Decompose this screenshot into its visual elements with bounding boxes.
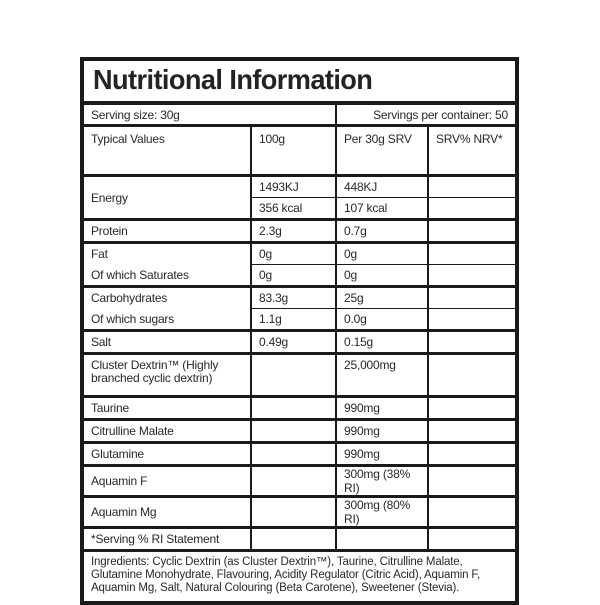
protein-group [84, 220, 515, 243]
label-header [84, 61, 515, 105]
cell-aquamin-f-nrv [428, 466, 515, 497]
cell-taurine-nrv [428, 397, 515, 420]
cell-energy-kcal-per100g: 356 kcal [251, 198, 336, 220]
column-header-group [84, 126, 515, 176]
row-label-sugars: Of which sugars [91, 311, 175, 326]
citrulline-malate-group [84, 420, 515, 443]
serving-size-text: Serving size: 30g [91, 107, 180, 122]
row-label-energy: Energy [91, 190, 128, 205]
cell-glutamine-nrv [428, 443, 515, 466]
column-header-typical-values: Typical Values [91, 132, 165, 146]
cell-aquamin-f-per30g: 300mg (38% RI) [336, 466, 428, 497]
cell-saturates-nrv [428, 265, 515, 287]
carbohydrates-group [84, 287, 515, 331]
cell-ri-statement-nrv [428, 528, 515, 550]
glutamine-group [84, 443, 515, 466]
cell-protein-nrv [428, 220, 515, 243]
cell-fat-per30g: 0g [336, 243, 428, 265]
row-saturates [84, 265, 515, 287]
cell-aquamin-f-per100g [251, 466, 336, 497]
row-salt [84, 331, 515, 354]
cell-carbohydrates-nrv [428, 287, 515, 309]
row-label-salt: Salt [91, 335, 111, 349]
cell-citrulline-malate-nrv [428, 420, 515, 443]
row-label-taurine: Taurine [91, 401, 129, 415]
row-cluster-dextrin [84, 354, 515, 397]
cell-saturates-per30g: 0g [336, 265, 428, 287]
ri-statement-group [84, 528, 515, 550]
cell-energy-kj-per100g: 1493KJ [251, 176, 336, 198]
cell-glutamine-per30g: 990mg [336, 443, 428, 466]
cell-sugars-per30g: 0.0g [336, 309, 428, 331]
cell-carbohydrates-per100g: 83.3g [251, 287, 336, 309]
cell-citrulline-malate-per30g: 990mg [336, 420, 428, 443]
page-title: Nutritional Information [93, 64, 373, 95]
aquamin-mg-group [84, 497, 515, 528]
cell-glutamine-per100g [251, 443, 336, 466]
cell-aquamin-mg-per30g: 300mg (80% RI) [336, 497, 428, 528]
row-citrulline-malate [84, 420, 515, 443]
cell-protein-per100g: 2.3g [251, 220, 336, 243]
serving-row [84, 105, 515, 126]
row-carbohydrates [84, 287, 515, 309]
nutrition-table [84, 105, 515, 549]
taurine-group [84, 397, 515, 420]
cell-sugars-per100g: 1.1g [251, 309, 336, 331]
row-label-ri-statement: *Serving % RI Statement [91, 532, 220, 546]
row-ri-statement [84, 528, 515, 550]
row-glutamine [84, 443, 515, 466]
cell-energy-kcal-nrv [428, 198, 515, 220]
cell-cluster-dextrin-per100g [251, 354, 336, 397]
row-taurine [84, 397, 515, 420]
row-label-carbohydrates: Carbohydrates [91, 291, 168, 306]
row-label-aquamin-f: Aquamin F [91, 474, 148, 488]
cell-salt-per100g: 0.49g [251, 331, 336, 354]
cell-cluster-dextrin-nrv [428, 354, 515, 397]
row-sugars [84, 309, 515, 331]
cell-taurine-per100g [251, 397, 336, 420]
row-label-glutamine: Glutamine [91, 447, 144, 461]
energy-group [84, 176, 515, 220]
cell-energy-kcal-per30g: 107 kcal [336, 198, 428, 220]
column-header-per-30g-srv: Per 30g SRV [336, 126, 428, 176]
nutrition-label [80, 57, 519, 605]
row-label-fat: Fat [91, 247, 108, 262]
row-label-cluster-dextrin: Cluster Dextrin™ (Highly branched cyclic dextrin) [91, 358, 219, 385]
cell-salt-nrv [428, 331, 515, 354]
cell-aquamin-mg-nrv [428, 497, 515, 528]
row-label-protein: Protein [91, 224, 128, 238]
row-protein [84, 220, 515, 243]
row-label-saturates: Of which Saturates [91, 267, 189, 282]
cell-energy-kj-nrv [428, 176, 515, 198]
row-aquamin-mg [84, 497, 515, 528]
cell-carbohydrates-per30g: 25g [336, 287, 428, 309]
serving-group [84, 105, 515, 126]
row-aquamin-f [84, 466, 515, 497]
cell-sugars-nrv [428, 309, 515, 331]
cell-protein-per30g: 0.7g [336, 220, 428, 243]
cell-aquamin-mg-per100g [251, 497, 336, 528]
column-header-srv-nrv: SRV% NRV* [428, 126, 515, 176]
row-fat [84, 243, 515, 265]
cell-ri-statement-per100g [251, 528, 336, 550]
cell-fat-nrv [428, 243, 515, 265]
column-header-row [84, 126, 515, 176]
row-energy-kj [84, 176, 515, 198]
ingredients-text: Ingredients: Cyclic Dextrin (as Cluster Dextrin™), Taurine, Citrulline Malate, Glutamine Monohydrate, Flavouring, Acidity Regulator (Citric Acid), Aquamin F, Aquamin Mg, Salt, Natural Colouring (Beta Carotene), Sweetener (Stevia). [84, 549, 515, 601]
cell-saturates-per100g: 0g [251, 265, 336, 287]
row-label-aquamin-mg: Aquamin Mg [91, 505, 157, 519]
row-label-citrulline-malate: Citrulline Malate [91, 424, 174, 438]
salt-group [84, 331, 515, 354]
column-header-100g: 100g [251, 126, 336, 176]
cell-cluster-dextrin-per30g: 25,000mg [336, 354, 428, 397]
cluster-dextrin-group [84, 354, 515, 397]
aquamin-f-group [84, 466, 515, 497]
cell-energy-kj-per30g: 448KJ [336, 176, 428, 198]
cell-citrulline-malate-per100g [251, 420, 336, 443]
cell-fat-per100g: 0g [251, 243, 336, 265]
cell-taurine-per30g: 990mg [336, 397, 428, 420]
cell-salt-per30g: 0.15g [336, 331, 428, 354]
fat-group [84, 243, 515, 287]
servings-per-container-text: Servings per container: 50 [336, 105, 515, 126]
cell-ri-statement-per30g [336, 528, 428, 550]
